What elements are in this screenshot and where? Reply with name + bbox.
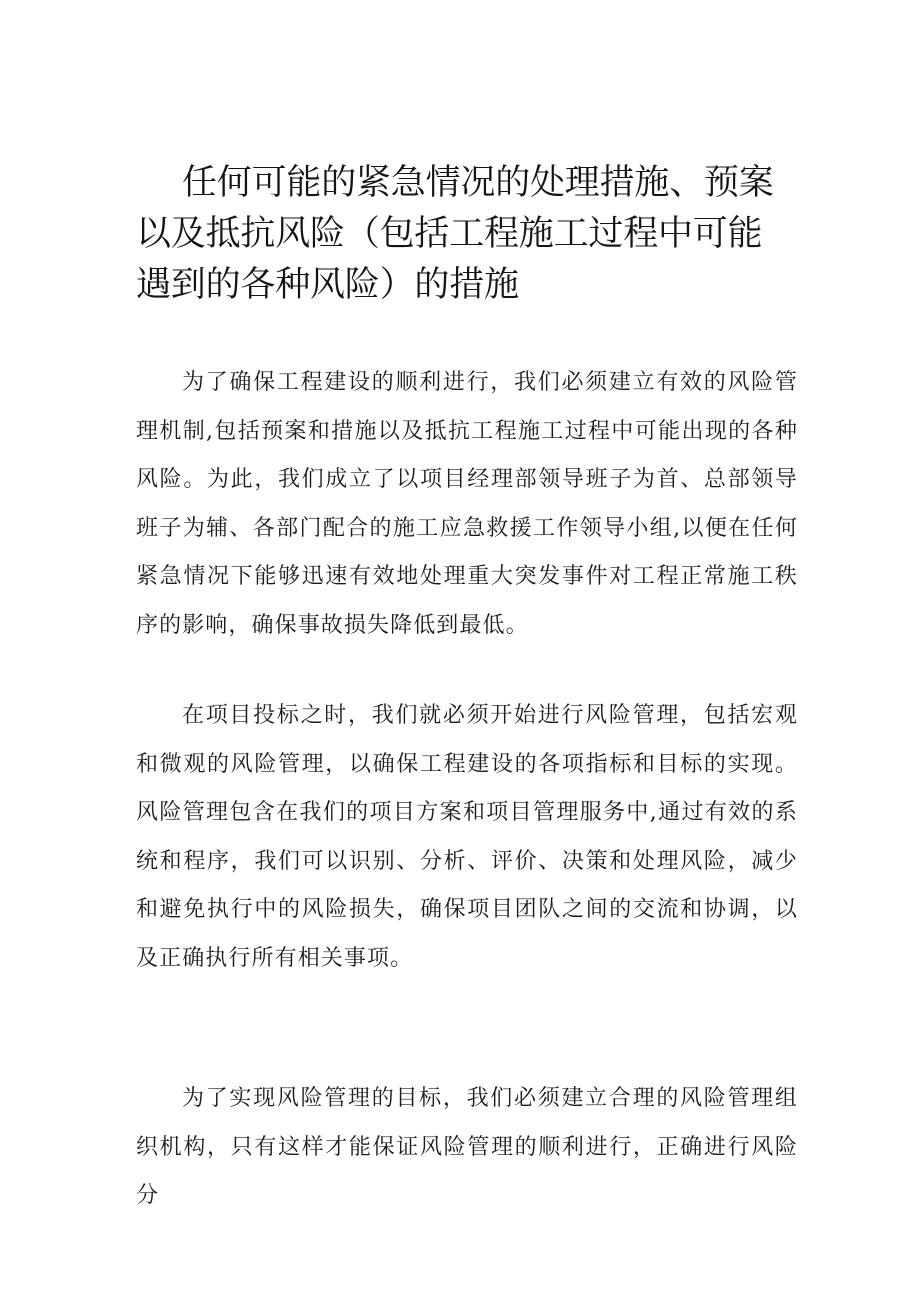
paragraph-3: 为了实现风险管理的目标，我们必须建立合理的风险管理组织机构，只有这样才能保证风险管理的顺利进行，正确进行风险分 [136, 1086, 798, 1208]
paragraph-1: 为了确保工程建设的顺利进行，我们必须建立有效的风险管理机制,包括预案和措施以及抵抗工程施工过程中可能出现的各种风险。为此，我们成立了以项目经理部领导班子为首、总部领导班子为辅、各部门配合的施工应急救援工作领导小组,以便在任何紧急情况下能够迅速有效地处理重大突发事件对工程正常施工秩序的影响，确保事故损失降低到最低。 [136, 370, 798, 638]
paragraph-2: 在项目投标之时，我们就必须开始进行风险管理，包括宏观和微观的风险管理，以确保工程建设的各项指标和目标的实现。风险管理包含在我们的项目方案和项目管理服务中,通过有效的系统和程序，我们可以识别、分析、评价、决策和处理风险，减少和避免执行中的风险损失，确保项目团队之间的交流和协调，以及正确执行所有相关事项。 [136, 703, 798, 971]
document-title: 任何可能的紧急情况的处理措施、预案以及抵抗风险（包括工程施工过程中可能遇到的各种风险）的措施 [136, 163, 774, 305]
